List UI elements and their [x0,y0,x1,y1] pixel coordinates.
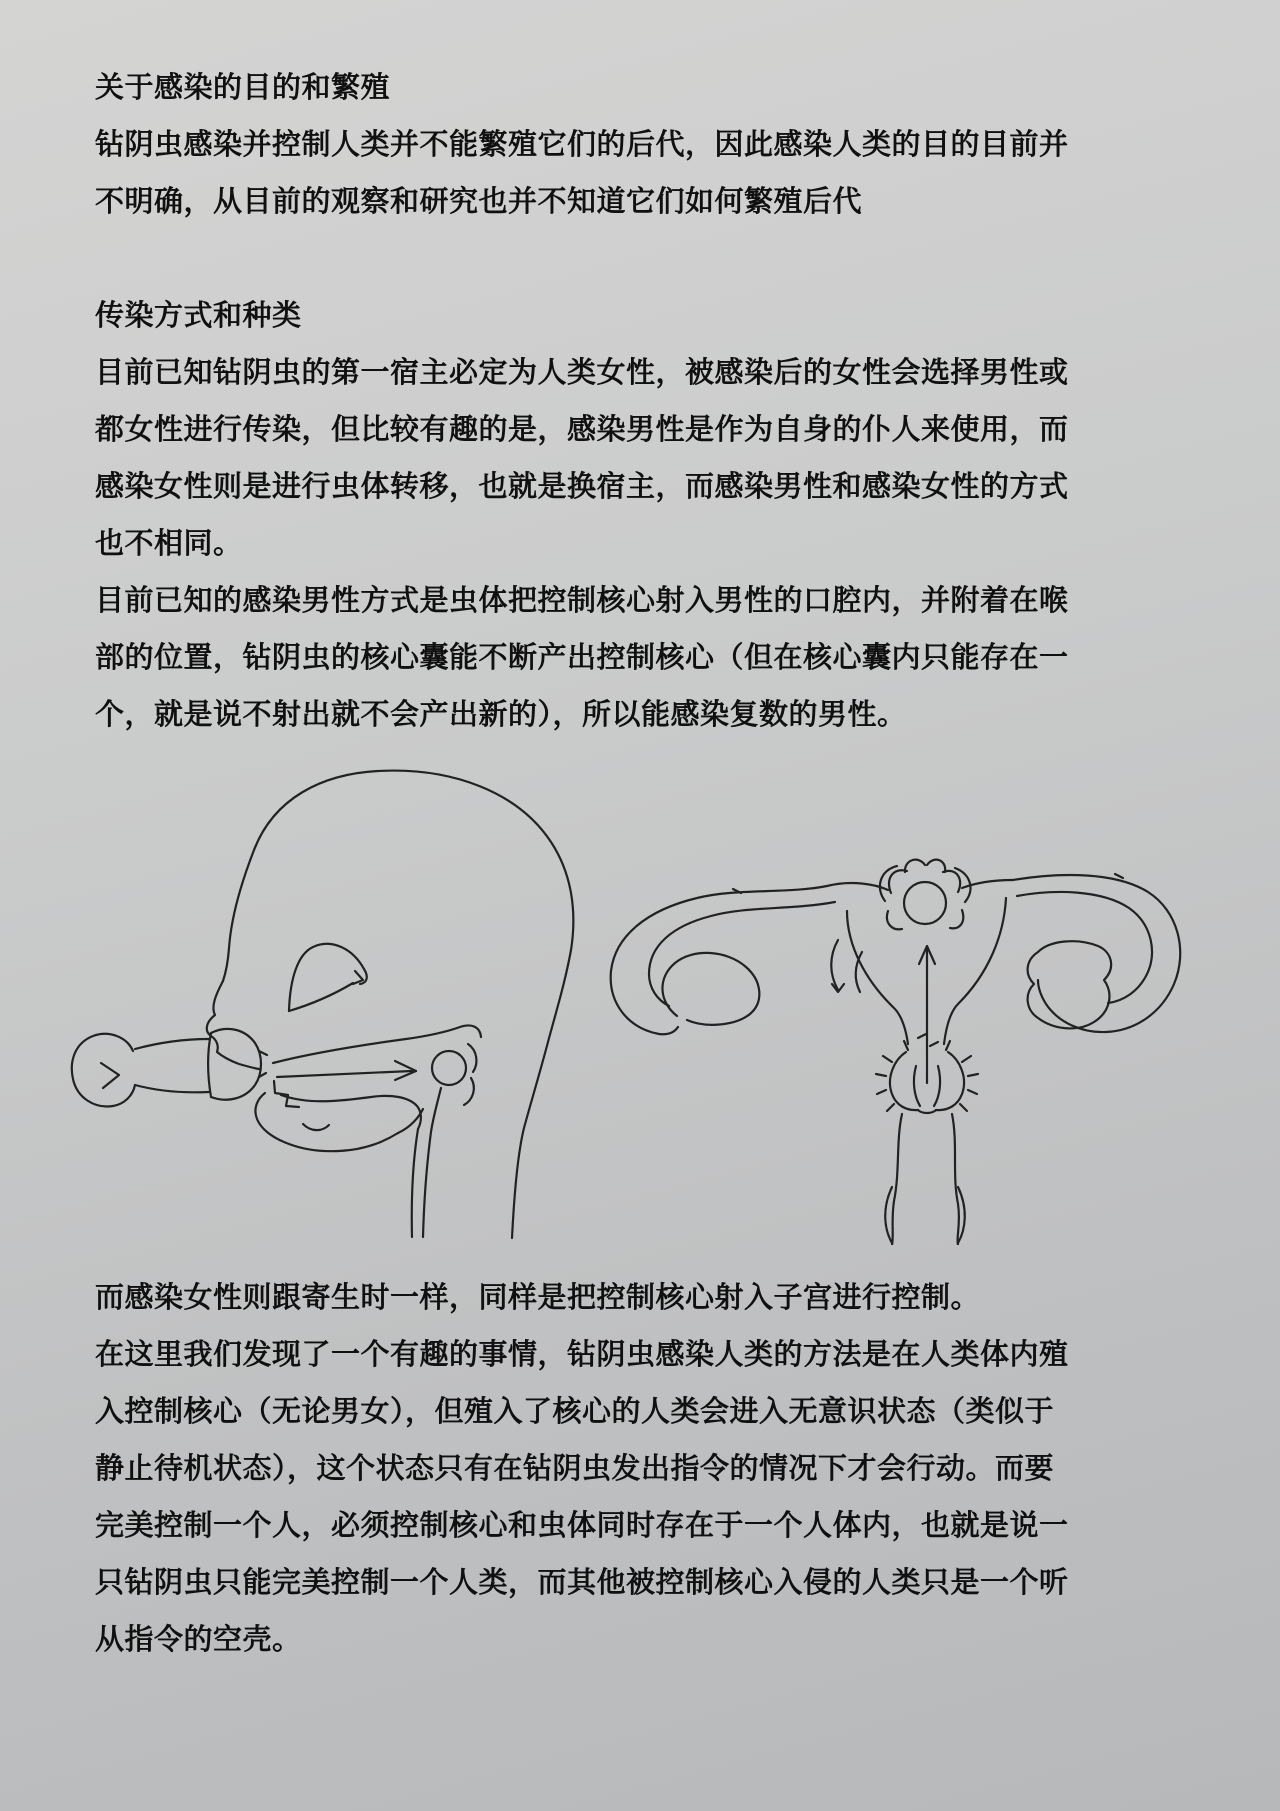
text-line: 目前已知钻阴虫的第一宿主必定为人类女性，被感染后的女性会选择男性或 [95,357,1069,389]
infection-arrow [277,1061,416,1080]
text-line: 而感染女性则跟寄生时一样，同样是把控制核心射入子宫进行控制。 [95,1282,981,1314]
text-line: 只钻阴虫只能完美控制一个人类，而其他被控制核心入侵的人类只是一个听 [95,1567,1069,1599]
text-section-lower [95,1270,1069,1669]
text-line: 也不相同。 [95,528,243,560]
worm-body [72,1029,267,1107]
text-line: 个，就是说不射出就不会产出新的），所以能感染复数的男性。 [95,699,907,731]
text-line: 在这里我们发现了一个有趣的事情，钻阴虫感染人类的方法是在人类体内殖 [95,1339,1069,1371]
text-line: 不明确，从目前的观察和研究也并不知道它们如何繁殖后代 [95,186,863,218]
text-line: 部的位置，钻阴虫的核心囊能不断产出控制核心（但在核心囊内只能存在一 [95,642,1069,674]
section-heading: 关于感染的目的和繁殖 [95,72,391,104]
text-section-upper [95,60,1069,744]
head-profile-infection-figure [60,680,620,1240]
text-line: 感染女性则是进行虫体转移，也就是换宿主，而感染男性和感染女性的方式 [95,471,1069,503]
text-line: 都女性进行传染，但比较有趣的是，感染男性是作为自身的仆人来使用，而 [95,414,1069,446]
cervix-and-canal [885,1034,965,1245]
control-core-circle [880,860,971,930]
uterus-infection-figure [585,855,1195,1245]
right-fallopian-tube [1013,874,1180,1032]
infection-arrow [919,946,935,1083]
control-core-circle [432,1051,466,1085]
head-profile-oral-infection-sketch [60,680,620,1240]
text-line: 目前已知的感染男性方式是虫体把控制核心射入男性的口腔内，并附着在喉 [95,585,1069,617]
text-line: 完美控制一个人，必须控制核心和虫体同时存在于一个人体内，也就是说一 [95,1510,1069,1542]
text-line: 入控制核心（无论男女），但殖入了核心的人类会进入无意识状态（类似于 [95,1396,1055,1428]
left-fallopian-tube [611,886,862,1034]
text-line: 钻阴虫感染并控制人类并不能繁殖它们的后代，因此感染人类的目的目前并 [95,129,1069,161]
head-outline [207,771,574,1238]
text-line: 静止待机状态），这个状态只有在钻阴虫发出指令的情况下才会行动。而要 [95,1453,1055,1485]
blank-line [95,231,1069,288]
uterus-infection-sketch [585,855,1195,1245]
mouth-and-throat-lines [255,1025,481,1237]
closed-eye [289,944,367,1011]
text-line: 从指令的空壳。 [95,1624,302,1656]
section-heading: 传染方式和种类 [95,300,302,332]
